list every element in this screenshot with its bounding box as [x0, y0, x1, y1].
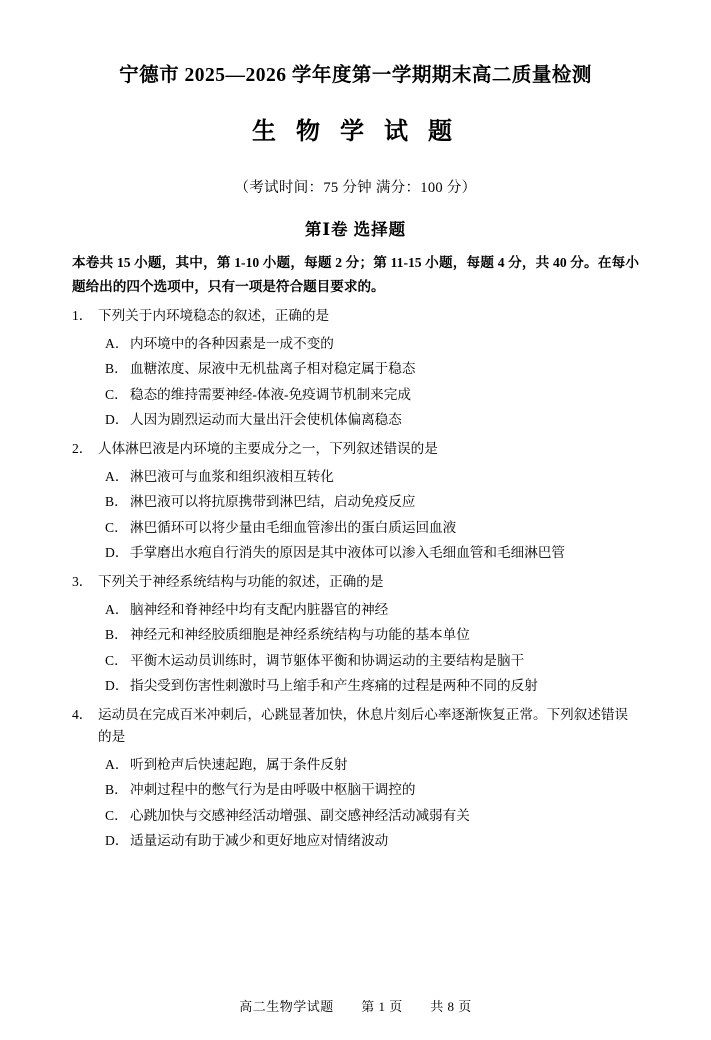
- option-label: A．: [105, 468, 129, 484]
- question-stem: [72, 438, 639, 460]
- option-label: B．: [105, 361, 128, 377]
- option-item[interactable]: [72, 672, 639, 698]
- option-text: 适量运动有助于减少和更好地应对情绪波动: [130, 833, 389, 849]
- option-label: D．: [105, 545, 129, 561]
- option-text: 人因为剧烈运动而大量出汗会使机体偏离稳态: [130, 412, 402, 428]
- question-text: 下列关于内环境稳态的叙述，正确的是: [98, 308, 330, 324]
- option-text: 心跳加快与交感神经活动增强、副交感神经活动减弱有关: [130, 807, 470, 823]
- option-item[interactable]: [72, 539, 639, 565]
- option-label: A．: [105, 335, 129, 351]
- question-stem: [72, 571, 639, 593]
- question-item: [72, 704, 639, 852]
- option-item[interactable]: [72, 827, 639, 853]
- question-number: 1．: [72, 308, 93, 324]
- option-label: C．: [105, 807, 128, 823]
- option-list: [72, 750, 639, 852]
- option-label: C．: [105, 652, 128, 668]
- option-label: C．: [105, 386, 128, 402]
- footer-total-pages: 共 8 页: [430, 999, 472, 1014]
- option-list: [72, 462, 639, 564]
- option-label: C．: [105, 519, 128, 535]
- option-label: D．: [105, 412, 129, 428]
- option-item[interactable]: [72, 329, 639, 355]
- option-text: 脑神经和脊神经中均有支配内脏器官的神经: [130, 601, 389, 617]
- exam-page: [0, 62, 711, 1040]
- section-heading: 第Ⅰ卷 选择题: [304, 220, 407, 240]
- option-item[interactable]: [72, 513, 639, 539]
- option-item[interactable]: [72, 488, 639, 514]
- page-title: 宁德市 2025—2026 学年度第一学期期末高二质量检测: [119, 65, 592, 86]
- question-stem: [72, 305, 639, 327]
- option-label: D．: [105, 678, 129, 694]
- question-stem: [72, 704, 639, 748]
- option-text: 平衡木运动员训练时，调节躯体平衡和协调运动的主要结构是脑干: [130, 652, 525, 668]
- option-label: D．: [105, 833, 129, 849]
- footer-page-number: 第 1 页: [361, 999, 403, 1014]
- option-list: [72, 329, 639, 431]
- instructions: 本卷共 15 小题，其中，第 1-10 小题，每题 2 分；第 11-15 小题，每题 4 分，共 40 分。在每小题给出的四个选项中，只有一项是符合题目要求的。: [72, 255, 639, 294]
- option-text: 血糖浓度、尿液中无机盐离子相对稳定属于稳态: [130, 361, 416, 377]
- question-text: 人体淋巴液是内环境的主要成分之一，下列叙述错误的是: [98, 441, 438, 457]
- option-item[interactable]: [72, 801, 639, 827]
- page-subtitle: 生 物 学 试 题: [252, 119, 459, 146]
- option-text: 淋巴液可以将抗原携带到淋巴结，启动免疫反应: [130, 494, 416, 510]
- option-text: 稳态的维持需要神经-体液-免疫调节机制来完成: [130, 386, 411, 402]
- footer-subject: 高二生物学试题: [239, 999, 334, 1014]
- option-list: [72, 595, 639, 697]
- question-list: [72, 305, 639, 852]
- option-item[interactable]: [72, 380, 639, 406]
- option-item[interactable]: [72, 355, 639, 381]
- question-item: [72, 438, 639, 564]
- option-label: B．: [105, 627, 128, 643]
- option-label: B．: [105, 494, 128, 510]
- option-text: 内环境中的各种因素是一成不变的: [130, 335, 334, 351]
- question-item: [72, 305, 639, 431]
- option-text: 指尖受到伤害性刺激时马上缩手和产生疼痛的过程是两种不同的反射: [130, 678, 538, 694]
- option-text: 淋巴液可与血浆和组织液相互转化: [130, 468, 334, 484]
- question-number: 3．: [72, 574, 93, 590]
- option-item[interactable]: [72, 621, 639, 647]
- option-item[interactable]: [72, 750, 639, 776]
- question-number: 4．: [72, 707, 93, 723]
- page-footer: [0, 996, 711, 1015]
- question-text: 运动员在完成百米冲刺后，心跳显著加快，休息片刻后心率逐渐恢复正常。下列叙述错误的是: [98, 707, 629, 745]
- option-item[interactable]: [72, 595, 639, 621]
- question-item: [72, 571, 639, 697]
- question-text: 下列关于神经系统结构与功能的叙述，正确的是: [98, 574, 384, 590]
- option-item[interactable]: [72, 406, 639, 432]
- option-text: 冲刺过程中的憋气行为是由呼吸中枢脑干调控的: [130, 782, 416, 798]
- option-text: 手掌磨出水疱自行消失的原因是其中液体可以渗入毛细血管和毛细淋巴管: [130, 545, 565, 561]
- option-label: A．: [105, 756, 129, 772]
- option-text: 神经元和神经胶质细胞是神经系统结构与功能的基本单位: [130, 627, 470, 643]
- question-number: 2．: [72, 441, 93, 457]
- option-item[interactable]: [72, 462, 639, 488]
- option-label: B．: [105, 782, 128, 798]
- option-item[interactable]: [72, 646, 639, 672]
- option-label: A．: [105, 601, 129, 617]
- option-text: 听到枪声后快速起跑，属于条件反射: [130, 756, 348, 772]
- option-item[interactable]: [72, 776, 639, 802]
- exam-info: （考试时间：75 分钟 满分：100 分）: [234, 180, 477, 197]
- option-text: 淋巴循环可以将少量由毛细血管渗出的蛋白质运回血液: [130, 519, 457, 535]
